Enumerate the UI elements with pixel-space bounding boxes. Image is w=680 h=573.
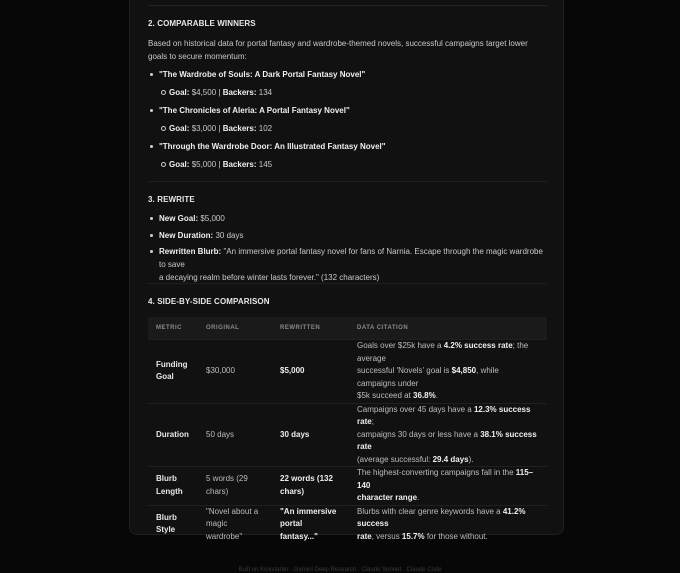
section-divider [148,181,547,182]
list-item: Goal: $4,500 | Backers: 134 [148,86,548,104]
page-footer: Built on Kickstarter · Gemini Deep Research · Claude Sonnet · Claude Code [238,567,442,573]
comparison-table [148,317,547,543]
bullet-icon [150,217,153,220]
sub-bullet-icon [161,90,166,95]
column-header-original: ORIGINAL [206,325,240,331]
table-row [148,340,547,404]
list-item: "Through the Wardrobe Door: An Illustrated Fantasy Novel" [148,140,548,158]
table-row [148,467,547,506]
bullet-icon [150,250,153,253]
table-header-row [148,317,547,340]
sub-bullet-icon [161,162,166,167]
rewrite-list [148,212,548,282]
cell-metric: Funding Goal [148,340,198,404]
section-heading-comparison: 4. SIDE-BY-SIDE COMPARISON [148,297,270,306]
bullet-icon [150,145,153,148]
column-header-metric: METRIC [156,325,182,331]
list-item: Goal: $3,000 | Backers: 102 [148,122,548,140]
list-item: New Duration: 30 days [148,229,548,246]
section-divider [148,5,547,6]
section-heading-rewrite: 3. REWRITE [148,195,195,204]
section-heading-comparable: 2. COMPARABLE WINNERS [148,19,256,28]
cell-metric: Blurb Length [148,467,198,506]
sub-bullet-icon [161,126,166,131]
cell-rewritten: 30 days [272,403,349,467]
cell-citation: Blurbs with clear genre keywords have a 41.2% success rate, versus 15.7% for those without. [349,505,547,543]
list-item: "The Wardrobe of Souls: A Dark Portal Fantasy Novel" [148,68,548,86]
comparable-intro: Based on historical data for portal fantasy and wardrobe-themed novels, successful campaigns target lower goals to secure momentum: [148,39,528,61]
comparable-list [148,68,548,176]
bullet-icon [150,109,153,112]
cell-rewritten: $5,000 [272,340,349,404]
cell-original: $30,000 [198,340,272,404]
cell-citation: Campaigns over 45 days have a 12.3% success rate; campaigns 30 days or less have a 38.1% success rate (average successful: 29.4 days). [349,403,547,467]
column-header-rewritten: REWRITTEN [280,325,321,331]
cell-citation: The highest-converting campaigns fall in the 115–140 character range. [349,467,547,506]
cell-citation: Goals over $25k have a 4.2% success rate; the average successful 'Novels' goal is $4,850, while campaigns under $5k succeed at 36.8%. [349,340,547,404]
list-item: Goal: $5,000 | Backers: 145 [148,158,548,176]
cell-original: 5 words (29 chars) [198,467,272,506]
list-item: Rewritten Blurb: "An immersive portal fantasy novel for fans of Narnia. Escape through the magic wardrobe to save a decaying realm before winter lasts forever." (132 characters) [148,245,548,275]
bullet-icon [150,234,153,237]
report-card [129,0,564,541]
section-divider [148,283,547,284]
table-row [148,403,547,467]
cell-rewritten: 22 words (132 chars) [272,467,349,506]
list-item: New Goal: $5,000 [148,212,548,229]
table-row [148,505,547,543]
cell-metric: Duration [148,403,198,467]
cell-original: "Novel about a magic wardrobe" [198,505,272,543]
cell-metric: Blurb Style [148,505,198,543]
cell-rewritten: "An immersive portal fantasy..." [272,505,349,543]
column-header-citation: DATA CITATION [357,325,409,331]
cell-original: 50 days [198,403,272,467]
list-item: "The Chronicles of Aleria: A Portal Fantasy Novel" [148,104,548,122]
bullet-icon [150,73,153,76]
